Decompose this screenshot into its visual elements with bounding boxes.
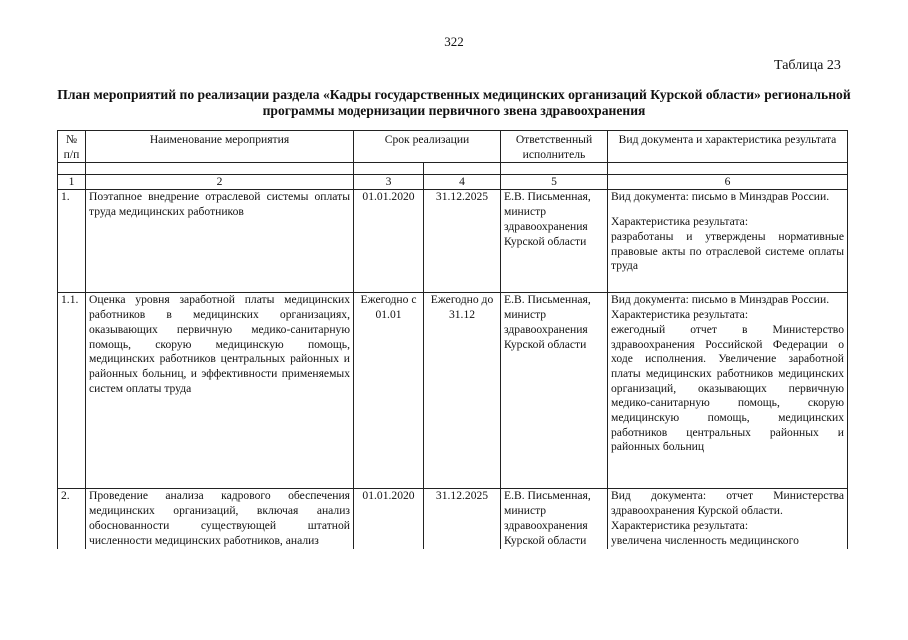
column-number: 3 (354, 175, 424, 190)
table-label: Таблица 23 (774, 58, 841, 73)
row-number: 2. (58, 489, 86, 549)
page-number: 322 (444, 34, 464, 49)
result-heading: Характеристика результата: (611, 308, 749, 322)
start-date: 01.01.2020 (354, 489, 424, 549)
header-spacer (58, 163, 848, 175)
result-cell (608, 293, 848, 489)
document-type: Вид документа: письмо в Минздрав России. (611, 190, 830, 204)
column-number: 6 (608, 175, 848, 190)
row-number: 1.1. (58, 293, 86, 489)
document-type: Вид документа: письмо в Минздрав России. (611, 293, 830, 307)
header-name: Наименование мероприятия (86, 131, 354, 163)
header-responsible: Ответственный исполнитель (501, 131, 608, 163)
result-description: увеличена численность медицинского (611, 533, 799, 547)
result-cell (608, 190, 848, 293)
column-number: 2 (86, 175, 354, 190)
header-num: № п/п (58, 131, 86, 163)
column-number: 5 (501, 175, 608, 190)
responsible-person: Е.В. Письменная, министр здравоохранения Курской области (501, 489, 608, 549)
table-header-row (58, 131, 848, 163)
activity-name: Проведение анализа кадрового обеспечения медицинских организаций, включая анализ обоснованности существующей штатной численности медицинских работников, анализ (86, 489, 354, 549)
result-cell (608, 489, 848, 549)
activity-name: Оценка уровня заработной платы медицинских работников в медицинских организациях, оказывающих первичную медико-санитарную помощь, скорую медицинскую помощь, медицинских работников центральных районных и районных больниц, и эффективности применяемых систем оплаты труда (86, 293, 354, 489)
plan-table (57, 130, 848, 549)
result-description: ежегодный отчет в Министерство здравоохранения Российской Федерации о ходе исполнения. Увеличение заработной платы медицинских работников медицинских организаций, оказывающих первичную медико-санитарную помощь, скорую медицинскую помощь, медицинских работников центральных районных и районных больниц (611, 322, 844, 454)
header-result: Вид документа и характеристика результата (608, 131, 848, 163)
table-row (58, 190, 848, 293)
header-period: Срок реализации (354, 131, 501, 163)
column-number-row (58, 175, 848, 190)
column-number: 1 (58, 175, 86, 190)
result-heading: Характеристика результата: (611, 215, 749, 229)
result-description: разработаны и утверждены нормативные правовые акты по отраслевой системе оплаты труда (611, 229, 844, 273)
document-title: План мероприятий по реализации раздела «Кадры государственных медицинских организаций Курской области» региональной программы модернизации первичного звена здравоохранения (57, 87, 851, 118)
document-type: Вид документа: отчет Министерства здравоохранения Курской области. (611, 489, 844, 518)
start-date: 01.01.2020 (354, 190, 424, 293)
result-heading: Характеристика результата: (611, 518, 749, 532)
responsible-person: Е.В. Письменная, министр здравоохранения Курской области (501, 190, 608, 293)
end-date: 31.12.2025 (424, 190, 501, 293)
responsible-person: Е.В. Письменная, министр здравоохранения Курской области (501, 293, 608, 489)
table-row (58, 489, 848, 549)
start-date: Ежегодно с 01.01 (354, 293, 424, 489)
activity-name: Поэтапное внедрение отраслевой системы оплаты труда медицинских работников (86, 190, 354, 293)
end-date: 31.12.2025 (424, 489, 501, 549)
column-number: 4 (424, 175, 501, 190)
table-row (58, 293, 848, 489)
row-number: 1. (58, 190, 86, 293)
end-date: Ежегодно до 31.12 (424, 293, 501, 489)
